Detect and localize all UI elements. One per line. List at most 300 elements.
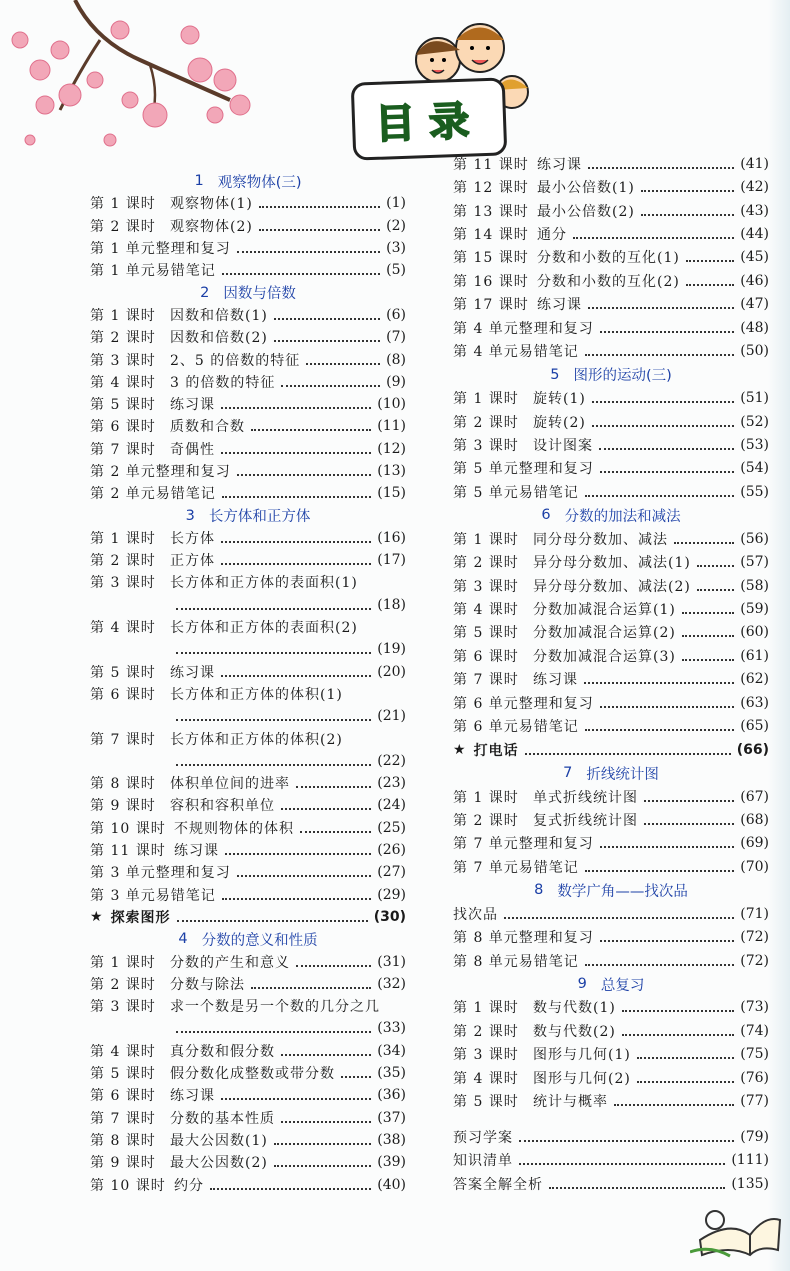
page-number: (61)	[740, 647, 769, 664]
dot-leader	[221, 541, 371, 543]
page-number: (60)	[740, 624, 769, 641]
page-number: (23)	[377, 775, 406, 792]
entry-title: 第 8 单元易错笔记	[453, 953, 579, 970]
unit-title: 数学广角——找次品	[557, 883, 688, 900]
dot-leader	[519, 1163, 725, 1165]
toc-entry[interactable]	[90, 794, 406, 816]
toc-entry[interactable]	[90, 772, 406, 794]
entry-title: 第 7 单元易错笔记	[453, 859, 579, 876]
entry-title: 分数的基本性质	[170, 1110, 275, 1127]
dot-leader	[176, 652, 371, 654]
unit-number: 1	[194, 173, 204, 190]
dot-leader	[644, 823, 734, 825]
toc-entry[interactable]	[90, 304, 406, 326]
page-number: (77)	[740, 1093, 769, 1110]
dot-leader	[237, 474, 371, 476]
unit-heading	[453, 363, 769, 386]
toc-entry[interactable]	[90, 438, 406, 460]
lesson-label: 第 5 课时	[90, 397, 156, 414]
unit-heading	[453, 879, 769, 902]
toc-entry[interactable]	[90, 192, 406, 214]
toc-entry[interactable]	[90, 1129, 406, 1151]
lesson-label: 第 2 课时	[453, 414, 519, 431]
unit-number: 6	[541, 507, 551, 524]
lesson-label: 第 2 课时	[90, 218, 156, 235]
entry-title: 真分数和假分数	[170, 1043, 275, 1060]
entry-title: 练习课	[537, 156, 582, 173]
lesson-label: 第 5 课时	[90, 1066, 156, 1083]
entry-title: 设计图案	[533, 437, 593, 454]
page-number: (11)	[377, 418, 406, 435]
entry-title: 最大公因数(2)	[170, 1155, 268, 1172]
toc-entry[interactable]	[453, 410, 769, 433]
dot-leader	[641, 214, 734, 216]
page-number: (27)	[377, 864, 406, 881]
entry-title: 练习课	[533, 672, 578, 689]
page-number: (79)	[740, 1128, 769, 1145]
toc-entry-activity[interactable]	[453, 738, 769, 761]
entry-title: 长方体和正方体的体积(2)	[170, 731, 343, 748]
lesson-label: 第 3 课时	[453, 437, 519, 454]
dot-leader	[222, 898, 371, 900]
page-number: (73)	[740, 999, 769, 1016]
toc-entry[interactable]	[453, 222, 769, 245]
toc-entry[interactable]	[453, 832, 769, 855]
toc-entry[interactable]	[453, 480, 769, 503]
dot-leader	[519, 1140, 734, 1142]
toc-entry[interactable]	[453, 1019, 769, 1042]
lesson-label: 第 5 课时	[90, 664, 156, 681]
entry-title: 最小公倍数(2)	[537, 203, 635, 220]
page-number: (71)	[740, 905, 769, 922]
unit-title: 分数的意义和性质	[201, 932, 318, 949]
toc-entry[interactable]	[90, 482, 406, 504]
dot-leader	[221, 407, 371, 409]
toc-entry[interactable]	[453, 340, 769, 363]
dot-leader	[221, 452, 371, 454]
entry-title: 分数加减混合运算(1)	[533, 602, 676, 619]
page-number: (3)	[386, 240, 406, 257]
dot-leader	[686, 260, 734, 262]
unit-number: 7	[563, 765, 573, 782]
page-number: (26)	[377, 842, 406, 859]
lesson-label: 第 3 课时	[90, 999, 156, 1016]
page-number: (46)	[740, 272, 769, 289]
toc-entry[interactable]	[453, 949, 769, 972]
lesson-label: 第 2 课时	[453, 1023, 519, 1040]
entry-title: 求一个数是另一个数的几分之几	[170, 999, 380, 1016]
lesson-label: 第 3 课时	[90, 575, 156, 592]
toc-entry[interactable]	[453, 574, 769, 597]
unit-number: 3	[185, 507, 195, 524]
entry-title: 通分	[537, 227, 567, 244]
page-number: (63)	[740, 694, 769, 711]
page-number: (33)	[377, 1020, 406, 1037]
entry-title: 最小公倍数(1)	[537, 180, 635, 197]
dot-leader	[585, 729, 734, 731]
cherry-blossom-branch-illustration	[0, 0, 260, 160]
dot-leader	[274, 1143, 371, 1145]
page-number: (13)	[377, 463, 406, 479]
toc-entry-continuation[interactable]	[90, 594, 406, 616]
toc-entry[interactable]	[453, 808, 769, 831]
lesson-label: 第 3 课时	[453, 578, 519, 595]
dot-leader	[274, 340, 380, 342]
entry-title: 统计与概率	[533, 1094, 608, 1111]
page-number: (9)	[386, 373, 406, 390]
entry-title: 分数与除法	[170, 976, 245, 993]
unit-title: 分数的加法和减法	[564, 508, 681, 525]
lesson-label: 第 5 课时	[453, 625, 519, 642]
dot-leader	[504, 917, 734, 919]
dot-leader	[585, 354, 734, 356]
unit-heading	[453, 972, 769, 995]
dot-leader	[588, 307, 734, 309]
lesson-label: 第 9 课时	[90, 1155, 156, 1172]
lesson-label: 第 11 课时	[453, 156, 529, 173]
dot-leader	[176, 764, 371, 766]
lesson-label: 第 1 课时	[453, 1000, 519, 1017]
toc-entry[interactable]	[90, 616, 406, 638]
toc-entry[interactable]	[90, 1062, 406, 1084]
entry-title: 不规则物体的体积	[174, 820, 294, 837]
toc-entry[interactable]	[453, 644, 769, 667]
toc-entry[interactable]	[453, 691, 769, 714]
page-number: (43)	[740, 202, 769, 219]
toc-entry[interactable]	[453, 269, 769, 292]
page-title: 目录	[374, 97, 484, 148]
lesson-label: 第 10 课时	[90, 1177, 166, 1194]
page-number: (69)	[740, 835, 769, 852]
lesson-label: 第 8 课时	[90, 1132, 156, 1149]
lesson-label: 第 16 课时	[453, 273, 529, 290]
entry-title: 异分母分数加、减法(1)	[533, 555, 691, 572]
dot-leader	[637, 1057, 734, 1059]
lesson-label: 第 1 课时	[453, 391, 519, 408]
toc-entry[interactable]	[90, 415, 406, 437]
toc-entry[interactable]	[453, 316, 769, 339]
page-number: (35)	[377, 1065, 406, 1082]
page-number: (2)	[386, 217, 406, 234]
page-number: (42)	[740, 179, 769, 196]
toc-entry[interactable]	[90, 839, 406, 861]
toc-entry[interactable]	[90, 817, 406, 839]
unit-number: 4	[178, 931, 188, 948]
page-number: (76)	[740, 1069, 769, 1086]
toc-entry[interactable]	[453, 386, 769, 409]
page-number: (75)	[740, 1046, 769, 1063]
toc-entry[interactable]	[90, 995, 406, 1017]
dot-leader	[573, 237, 734, 239]
entry-title: 长方体	[170, 530, 215, 547]
lesson-label: 第 2 课时	[453, 812, 519, 829]
toc-entry[interactable]	[90, 661, 406, 683]
toc-entry[interactable]	[90, 861, 406, 883]
page-number: (22)	[377, 752, 406, 769]
toc-entry[interactable]	[453, 293, 769, 316]
lesson-label: 第 1 课时	[90, 196, 156, 213]
lesson-label: 第 1 课时	[90, 954, 156, 971]
toc-entry[interactable]	[90, 1040, 406, 1062]
toc-entry[interactable]	[90, 460, 406, 482]
dot-leader	[622, 1010, 734, 1012]
page-number: (47)	[740, 296, 769, 313]
entry-title: 图形与几何(1)	[533, 1047, 631, 1064]
toc-entry[interactable]	[453, 1125, 769, 1148]
dot-leader	[281, 385, 380, 387]
toc-entry[interactable]	[453, 457, 769, 480]
dot-leader	[251, 987, 371, 989]
toc-entry[interactable]	[453, 621, 769, 644]
toc-entry[interactable]	[90, 950, 406, 972]
dot-leader	[225, 853, 371, 855]
page-number: (10)	[377, 396, 406, 413]
page-number: (57)	[740, 554, 769, 571]
dot-leader	[585, 870, 734, 872]
dot-leader	[697, 565, 734, 567]
page-number: (62)	[740, 671, 769, 688]
toc-entry[interactable]	[90, 884, 406, 906]
toc-entry[interactable]	[453, 1066, 769, 1089]
entry-title: 观察物体(1)	[170, 196, 253, 213]
toc-entry[interactable]	[90, 259, 406, 281]
dot-leader	[637, 1081, 734, 1083]
entry-title: 第 4 单元整理和复习	[453, 320, 594, 337]
lesson-label: 第 4 课时	[453, 1070, 519, 1087]
unit-number: 9	[577, 976, 587, 993]
entry-title: 第 8 单元整理和复习	[453, 930, 594, 947]
toc-entry[interactable]	[453, 550, 769, 573]
lesson-label: 第 2 课时	[90, 330, 156, 347]
entry-title: 旋转(2)	[533, 414, 586, 431]
toc-entry[interactable]	[453, 199, 769, 222]
entry-title: 体积单位间的进率	[170, 776, 290, 793]
unit-title: 总复习	[600, 977, 645, 994]
dot-leader	[592, 425, 734, 427]
lesson-label: 第 12 课时	[453, 180, 529, 197]
page-number: (20)	[377, 663, 406, 680]
dot-leader	[306, 363, 380, 365]
dot-leader	[222, 496, 371, 498]
page-number: (56)	[740, 530, 769, 547]
dot-leader	[281, 808, 371, 810]
entry-title: 奇偶性	[170, 441, 215, 458]
entry-title: 找次品	[453, 906, 498, 923]
entry-title: 分数的产生和意义	[170, 954, 290, 971]
toc-entry[interactable]	[453, 1090, 769, 1113]
page-number: (21)	[377, 708, 406, 725]
entry-title: 练习课	[170, 1088, 215, 1105]
dot-leader	[585, 964, 734, 966]
toc-entry[interactable]	[90, 393, 406, 415]
page-number: (5)	[386, 262, 406, 279]
unit-number: 5	[550, 366, 560, 383]
entry-title: 打电话	[473, 742, 519, 759]
toc-entry[interactable]	[90, 1173, 406, 1195]
toc-entry[interactable]	[453, 855, 769, 878]
lesson-label: 第 4 课时	[90, 620, 156, 637]
toc-entry[interactable]	[453, 785, 769, 808]
entry-title: 第 4 单元易错笔记	[453, 344, 579, 361]
page-number: (58)	[740, 577, 769, 594]
toc-entry-continuation[interactable]	[90, 638, 406, 660]
toc-entry[interactable]	[90, 1084, 406, 1106]
entry-title: 第 2 单元整理和复习	[90, 464, 231, 480]
toc-entry[interactable]	[90, 973, 406, 995]
dot-leader	[622, 1034, 734, 1036]
toc-entry[interactable]	[453, 597, 769, 620]
toc-entry-continuation[interactable]	[90, 705, 406, 727]
lesson-label: 第 4 课时	[90, 374, 156, 391]
entry-title: 第 1 单元易错笔记	[90, 263, 216, 280]
toc-entry[interactable]	[90, 549, 406, 571]
entry-title: 第 5 单元整理和复习	[453, 461, 594, 478]
toc-entry[interactable]	[453, 668, 769, 691]
star-icon: ★	[90, 908, 103, 925]
toc-entry[interactable]	[90, 326, 406, 348]
lesson-label: 第 4 课时	[453, 602, 519, 619]
unit-title: 图形的运动(三)	[573, 368, 672, 385]
toc-entry[interactable]	[90, 371, 406, 393]
toc-entry[interactable]	[453, 996, 769, 1019]
dot-leader	[221, 675, 371, 677]
toc-entry[interactable]	[453, 246, 769, 269]
dot-leader	[259, 206, 380, 208]
dot-leader	[259, 229, 380, 231]
entry-title: 假分数化成整数或带分数	[170, 1066, 335, 1083]
entry-title: 第 3 单元整理和复习	[90, 865, 231, 882]
page-number: (32)	[377, 975, 406, 992]
toc-entry[interactable]	[90, 237, 406, 259]
toc-entry[interactable]	[453, 715, 769, 738]
dot-leader	[641, 190, 734, 192]
toc-entry[interactable]	[453, 527, 769, 550]
lesson-label: 第 6 课时	[90, 686, 156, 703]
toc-entry[interactable]	[90, 683, 406, 705]
entry-title: 单式折线统计图	[533, 789, 638, 806]
toc-entry[interactable]	[90, 348, 406, 370]
book-doodle-illustration	[690, 1190, 785, 1260]
dot-leader	[176, 1031, 371, 1033]
toc-entry[interactable]	[90, 727, 406, 749]
lesson-label: 第 6 课时	[90, 419, 156, 436]
lesson-label: 第 3 课时	[90, 352, 156, 369]
entry-title: 质数和合数	[170, 419, 245, 436]
dot-leader	[300, 831, 371, 833]
unit-heading	[90, 504, 406, 526]
toc-entry[interactable]	[453, 1148, 769, 1171]
page-number: (59)	[740, 601, 769, 618]
entry-title: 第 7 单元整理和复习	[453, 836, 594, 853]
page-number: (45)	[740, 249, 769, 266]
toc-entry[interactable]	[453, 152, 769, 175]
entry-title: 正方体	[170, 553, 215, 570]
star-icon: ★	[453, 741, 466, 758]
entry-title: 3 的倍数的特征	[170, 374, 276, 391]
dot-leader	[221, 1098, 371, 1100]
page-number: (53)	[740, 436, 769, 453]
toc-entry[interactable]	[90, 1106, 406, 1128]
toc-entry-continuation[interactable]	[90, 1017, 406, 1039]
dot-leader	[296, 965, 371, 967]
entry-title: 练习课	[170, 397, 215, 414]
page-number: (30)	[373, 908, 406, 925]
toc-entry[interactable]	[453, 925, 769, 948]
page-number: (12)	[377, 440, 406, 457]
entry-title: 容积和容积单位	[170, 798, 275, 815]
entry-title: 约分	[174, 1177, 204, 1194]
page-number: (16)	[377, 529, 406, 546]
toc-entry-continuation[interactable]	[90, 750, 406, 772]
toc-entry-activity[interactable]	[90, 906, 406, 928]
toc-right-column	[453, 152, 769, 1195]
page-number: (40)	[377, 1176, 406, 1193]
entry-title: 第 6 单元整理和复习	[453, 695, 594, 712]
unit-title: 折线统计图	[586, 766, 659, 783]
unit-heading	[90, 170, 406, 192]
entry-title: 2、5 的倍数的特征	[170, 352, 301, 369]
toc-entry[interactable]	[90, 215, 406, 237]
dot-leader	[281, 1121, 371, 1123]
lesson-label: 第 8 课时	[90, 776, 156, 793]
lesson-label: 第 1 课时	[453, 531, 519, 548]
page-number: (1)	[386, 195, 406, 212]
unit-title: 因数与倍数	[223, 286, 296, 303]
unit-title: 观察物体(三)	[217, 174, 302, 191]
unit-heading	[90, 281, 406, 303]
entry-title: 第 6 单元易错笔记	[453, 719, 579, 736]
dot-leader	[600, 331, 734, 333]
page-number: (48)	[740, 319, 769, 336]
dot-leader	[222, 273, 380, 275]
unit-title: 长方体和正方体	[208, 509, 311, 526]
page-number: (65)	[740, 718, 769, 735]
toc-entry[interactable]	[90, 1151, 406, 1173]
page-number: (41)	[740, 155, 769, 172]
entry-title: 分数加减混合运算(2)	[533, 625, 676, 642]
entry-title: 分数加减混合运算(3)	[533, 648, 676, 665]
page-number: (7)	[386, 329, 406, 346]
dot-leader	[682, 612, 734, 614]
dot-leader	[251, 429, 371, 431]
dot-leader	[237, 875, 371, 877]
entry-title: 数与代数(2)	[533, 1023, 616, 1040]
lesson-label: 第 4 课时	[90, 1043, 156, 1060]
entry-title: 第 1 单元整理和复习	[90, 241, 231, 258]
page-number: (29)	[377, 886, 406, 903]
toc-entry[interactable]	[90, 527, 406, 549]
dot-leader	[525, 753, 731, 755]
entry-title: 预习学案	[453, 1129, 513, 1146]
dot-leader	[237, 251, 380, 253]
page-number: (36)	[377, 1087, 406, 1104]
toc-entry[interactable]	[453, 1043, 769, 1066]
dot-leader	[176, 719, 371, 721]
dot-leader	[599, 448, 734, 450]
entry-title: 练习课	[174, 843, 219, 860]
toc-entry[interactable]	[90, 571, 406, 593]
page-number: (55)	[740, 483, 769, 500]
page-number: (18)	[377, 596, 406, 613]
entry-title: 第 5 单元易错笔记	[453, 484, 579, 501]
entry-title: 因数和倍数(2)	[170, 330, 268, 347]
lesson-label: 第 7 课时	[90, 441, 156, 458]
toc-entry[interactable]	[453, 175, 769, 198]
toc-entry[interactable]	[453, 433, 769, 456]
lesson-label: 第 7 课时	[90, 731, 156, 748]
toc-entry[interactable]	[453, 902, 769, 925]
page-number: (6)	[386, 306, 406, 323]
